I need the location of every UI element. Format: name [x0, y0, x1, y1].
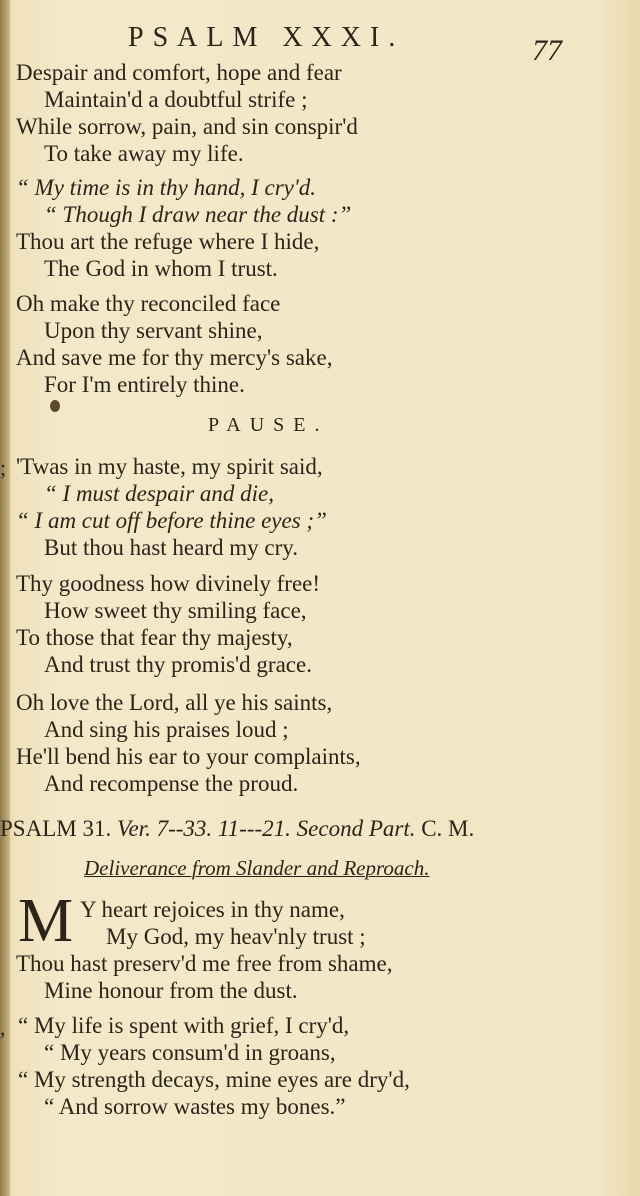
drop-cap: M: [18, 887, 74, 955]
running-title: PSALM XXXI.: [128, 22, 405, 53]
verse-line: Oh make thy reconciled face: [16, 291, 281, 316]
heading-roman: PSALM 31.: [0, 816, 112, 841]
verse-line: Despair and comfort, hope and fear: [16, 60, 342, 85]
verse-line: To take away my life.: [44, 141, 244, 166]
page-header: [0, 22, 640, 67]
verse-line: Thy goodness how divinely free!: [16, 571, 321, 596]
verse-line: While sorrow, pain, and sin conspir'd: [16, 114, 358, 139]
verse-line: “ My strength decays, mine eyes are dry'd,: [18, 1067, 410, 1092]
margin-mark: ;: [0, 455, 7, 480]
heading-meter: C. M.: [421, 816, 475, 841]
verse-line: To those that fear thy majesty,: [16, 625, 293, 650]
verse-line: My God, my heav'nly trust ;: [106, 924, 366, 949]
verse-line: Thou hast preserv'd me free from shame,: [16, 951, 393, 976]
verse-line: And sing his praises loud ;: [44, 717, 289, 742]
verse-line: Mine honour from the dust.: [44, 978, 298, 1003]
margin-mark: ,: [0, 1015, 6, 1040]
verse-line: Upon thy servant shine,: [44, 318, 263, 343]
pause-label: PAUSE.: [208, 414, 329, 436]
verse-line: Y heart rejoices in thy name,: [80, 897, 345, 922]
verse-line: “ Though I draw near the dust :”: [44, 202, 352, 227]
verse-line: And save me for thy mercy's sake,: [16, 345, 333, 370]
verse-line: And trust thy promis'd grace.: [44, 652, 312, 677]
ink-blot-icon: [50, 400, 60, 412]
verse-line: How sweet thy smiling face,: [44, 598, 307, 623]
verse-line: “ My years consum'd in groans,: [44, 1040, 336, 1065]
verse-line: Thou art the refuge where I hide,: [16, 229, 320, 254]
verse-line: “ And sorrow wastes my bones.”: [44, 1094, 346, 1119]
verse-line: Oh love the Lord, all ye his saints,: [16, 690, 333, 715]
heading-italic: Ver. 7--33. 11---21. Second Part.: [116, 816, 416, 841]
section-heading: [0, 816, 474, 842]
verse-line: “ I am cut off before thine eyes ;”: [16, 508, 327, 533]
section-subtitle: Deliverance from Slander and Reproach.: [84, 856, 430, 880]
page-number: 77: [532, 34, 562, 67]
verse-line: For I'm entirely thine.: [44, 372, 245, 397]
verse-line: “ My life is spent with grief, I cry'd,: [18, 1013, 350, 1038]
verse-line: 'Twas in my haste, my spirit said,: [16, 454, 323, 479]
verse-line: “ I must despair and die,: [44, 481, 274, 506]
verse-line: The God in whom I trust.: [44, 256, 278, 281]
verse-line: “ My time is in thy hand, I cry'd.: [16, 175, 317, 200]
verse-line: Maintain'd a doubtful strife ;: [44, 87, 308, 112]
verse-line: He'll bend his ear to your complaints,: [16, 744, 361, 769]
verse-line: But thou hast heard my cry.: [44, 535, 299, 560]
verse-line: And recompense the proud.: [44, 771, 299, 796]
